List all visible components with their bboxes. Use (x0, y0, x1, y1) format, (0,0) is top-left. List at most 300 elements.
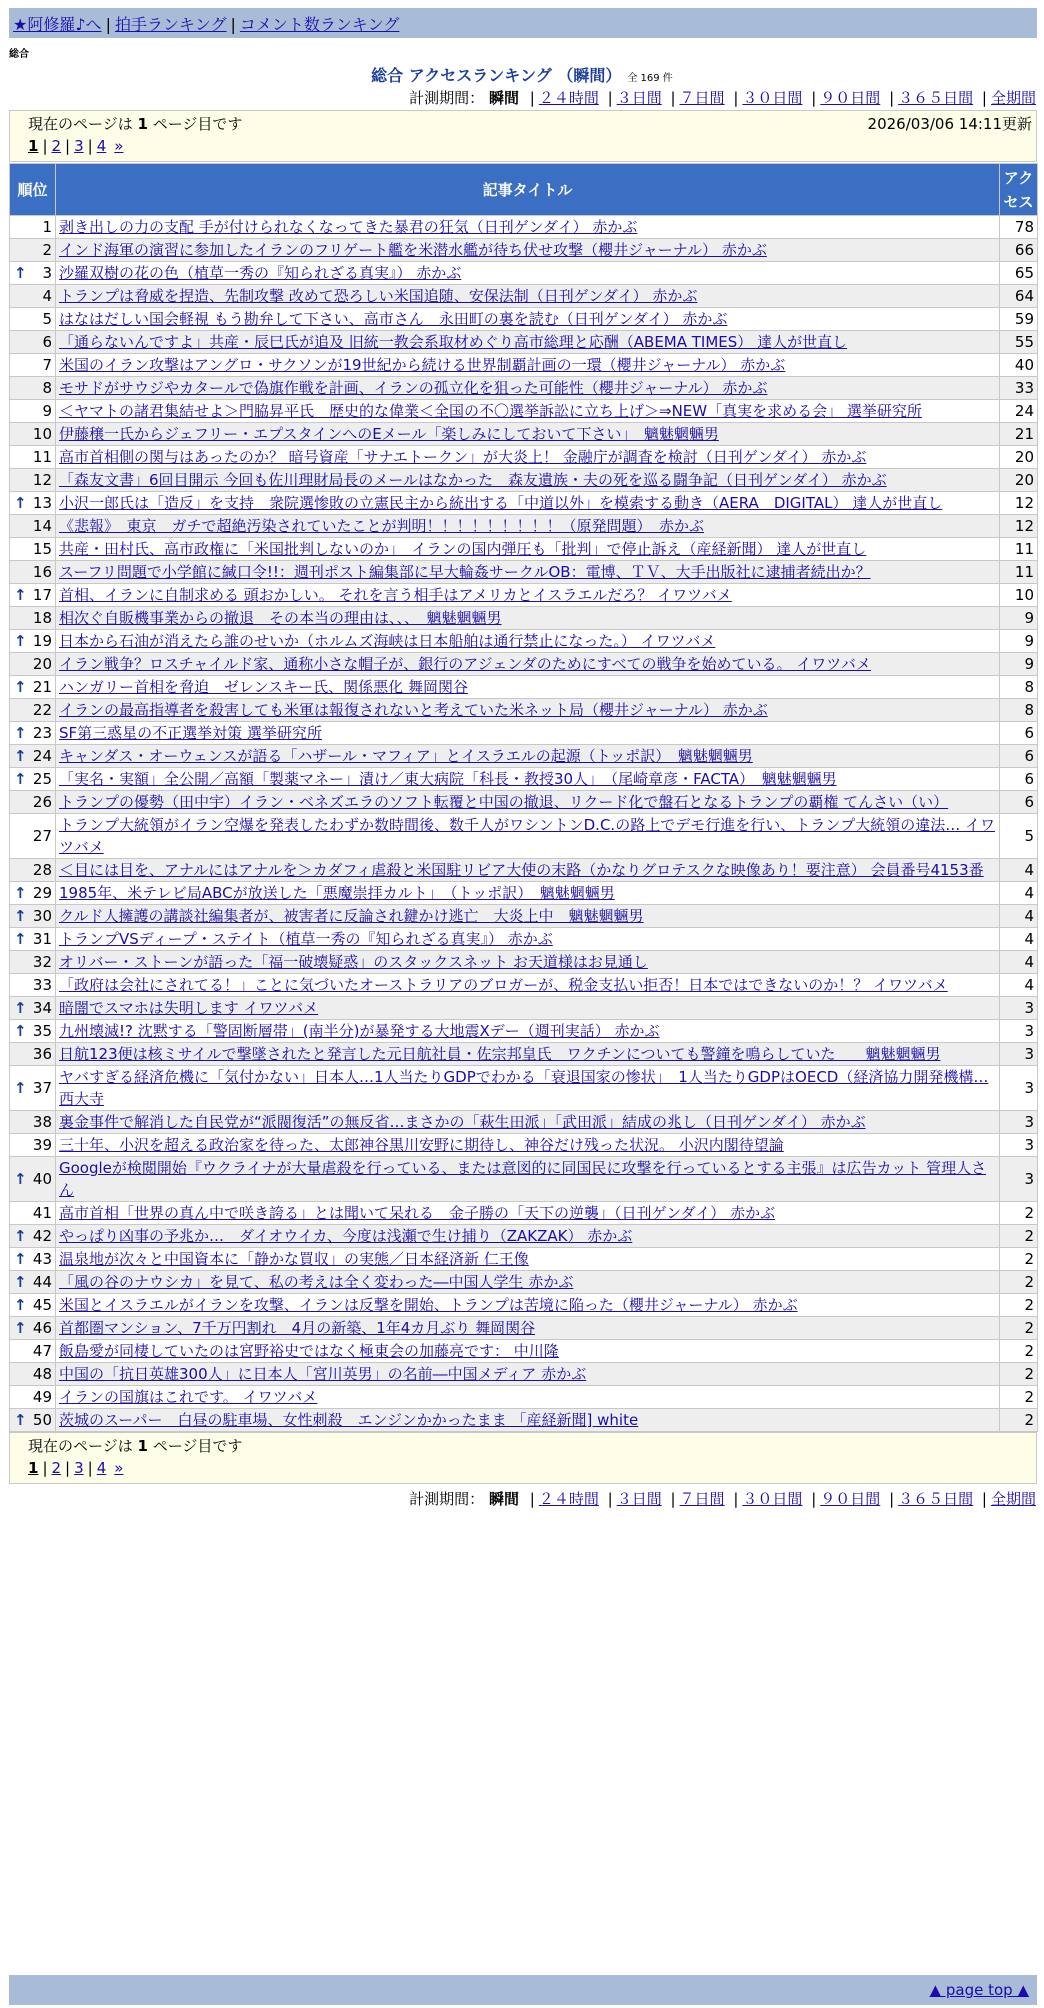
rank-cell (10, 423, 56, 446)
rank-cell (10, 400, 56, 423)
title-cell (56, 262, 1000, 285)
ranking-table (9, 163, 1038, 1432)
rank-cell (10, 1386, 56, 1409)
title-cell (56, 423, 1000, 446)
period-current: 瞬間 (488, 89, 519, 107)
table-row (10, 882, 1038, 905)
rank-number: 12 (32, 471, 52, 489)
header-access: アクセス (1000, 164, 1038, 216)
rank-number: 20 (32, 655, 52, 673)
rank-number: 44 (32, 1273, 52, 1291)
article-link[interactable]: トランプVSディープ・ステイト（植草一秀の『知られざる真実』） 赤かぶ (59, 930, 553, 948)
access-count: 40 (1000, 354, 1038, 377)
article-link[interactable]: 三十年、小沢を超える政治家を待った、太郎神谷黒川安野に期待し、神谷だけ残った状況。 小沢内閣待望論 (59, 1136, 784, 1154)
rank-cell (10, 1409, 56, 1432)
table-row (10, 1043, 1038, 1066)
rank-number: 3 (42, 264, 52, 282)
rank-cell (10, 561, 56, 584)
access-count: 4 (1000, 951, 1038, 974)
rank-number: 9 (42, 402, 52, 420)
title-cell (56, 492, 1000, 515)
title-cell (56, 515, 1000, 538)
title-cell (56, 561, 1000, 584)
page-info-num: 1 (137, 115, 148, 133)
article-link[interactable]: ＜ヤマトの諸君集結せよ＞門脇昇平氏 歴史的な偉業＜全国の不〇選挙訴訟に立ち上げ＞⇒NEW「真実を求める会」 選挙研究所 (59, 402, 922, 420)
table-row (10, 699, 1038, 722)
rank-number: 49 (32, 1388, 52, 1406)
pagination-links-bottom: 1 | 2 | 3 | 4 » (28, 1459, 124, 1477)
title-cell (56, 722, 1000, 745)
article-link[interactable]: SF第三惑星の不正選挙対策 選挙研究所 (59, 724, 322, 742)
access-count: 12 (1000, 515, 1038, 538)
access-count: 66 (1000, 239, 1038, 262)
updated-timestamp: 2026/03/06 14:11更新 (867, 115, 1032, 133)
access-count: 4 (1000, 974, 1038, 997)
table-row (10, 1157, 1038, 1202)
table-row (10, 928, 1038, 951)
table-row (10, 1340, 1038, 1363)
rank-up-arrow-icon: ↑ (14, 884, 27, 902)
access-count: 11 (1000, 561, 1038, 584)
rank-cell (10, 630, 56, 653)
rank-number: 40 (32, 1170, 52, 1188)
rank-up-arrow-icon: ↑ (14, 1170, 27, 1188)
article-link[interactable]: スーフリ問題で小学館に緘口令!!：週刊ポスト編集部に早大輪姦サークルOB：電博、ＴＶ、大手出版社に逮捕者続出か？ (59, 563, 871, 581)
top-nav-link-comment-ranking[interactable]: コメント数ランキング (239, 15, 400, 34)
page-link-4-bottom[interactable]: 4 (96, 1459, 107, 1477)
article-link[interactable]: 「通らないんですよ」共産・辰巳氏が追及 旧統一教会系取材めぐり高市総理と応酬（ABEMA TIMES） 達人が世直し (59, 333, 848, 351)
page-top-link[interactable]: ▲ page top ▲ (929, 1981, 1029, 1999)
rank-number: 14 (32, 517, 52, 535)
article-link[interactable]: ヤバすぎる経済危機に「気付かない」日本人…1人当たりGDPでわかる「衰退国家の惨状」 1人当たりGDPはOECD（経済協力開発機構… 西大寺 (59, 1068, 989, 1108)
article-link[interactable]: Googleが検閲開始『ウクライナが大量虐殺を行っている、または意図的に同国民に攻撃を行っているとする主張』は広告カット 管理人さん (59, 1159, 987, 1199)
article-link[interactable]: イランの最高指導者を殺害しても米軍は報復されないと考えていた米ネット局（櫻井ジャーナル） 赤かぶ (59, 701, 768, 719)
article-link[interactable]: はなはだしい国会軽視 もう勘弁して下さい、高市さん 永田町の裏を読む（日刊ゲンダイ） 赤かぶ (59, 310, 728, 328)
article-link[interactable]: クルド人擁護の講談社編集者が、被害者に反論され鍵かけ逃亡 大炎上中 魑魅魍魎男 (59, 907, 644, 925)
article-link[interactable]: 温泉地が次々と中国資本に「静かな買収」の実態／日本経済新 仁王像 (59, 1250, 529, 1268)
article-link[interactable]: 「風の谷のナウシカ」を見て、私の考えは全く変わった―中国人学生 赤かぶ (59, 1273, 574, 1291)
article-link[interactable]: トランプ大統領がイラン空爆を発表したわずか数時間後、数千人がワシントンD.C.の路上でデモ行進を行い、トランプ大統領の違法… イワツバメ (59, 816, 995, 856)
page-link-current-bottom: 1 (28, 1459, 39, 1477)
article-link[interactable]: 中国の「抗日英雄300人」に日本人「宮川英男」の名前―中国メディア 赤かぶ (59, 1365, 587, 1383)
table-row (10, 492, 1038, 515)
period-link-24h-bottom[interactable]: ２４時間 (538, 1490, 599, 1508)
title-cell (56, 308, 1000, 331)
access-count: 9 (1000, 607, 1038, 630)
period-link-3d-bottom[interactable]: ３日間 (616, 1490, 662, 1508)
top-nav-link-applause-ranking[interactable]: 拍手ランキング (114, 15, 227, 34)
article-link[interactable]: イランの国旗はこれです。 イワツバメ (59, 1388, 318, 1406)
rank-number: 13 (32, 494, 52, 512)
rank-number: 6 (42, 333, 52, 351)
total-count: 全 169 件 (627, 73, 673, 84)
article-link[interactable]: 首都圏マンション、7千万円割れ 4月の新築、1年4カ月ぶり 舞岡関谷 (59, 1319, 536, 1337)
access-count: 55 (1000, 331, 1038, 354)
page-title (0, 63, 1044, 86)
rank-number: 42 (32, 1227, 52, 1245)
table-row (10, 1409, 1038, 1432)
rank-number: 39 (32, 1136, 52, 1154)
rank-cell (10, 722, 56, 745)
rank-cell (10, 653, 56, 676)
table-row (10, 768, 1038, 791)
rank-up-arrow-icon: ↑ (14, 264, 27, 282)
rank-cell (10, 1066, 56, 1111)
rank-cell (10, 1340, 56, 1363)
title-cell (56, 584, 1000, 607)
rank-cell (10, 515, 56, 538)
table-row (10, 676, 1038, 699)
title-cell (56, 446, 1000, 469)
period-link-30d-bottom[interactable]: ３０日間 (742, 1490, 803, 1508)
access-count: 20 (1000, 469, 1038, 492)
article-link[interactable]: 小沢一郎氏は「造反」を支持 衆院選惨敗の立憲民主から統出する「中道以外」を模索する動き（AERA DIGITAL） 達人が世直し (59, 494, 943, 512)
article-link[interactable]: 「実名・実額」全公開／高額「製薬マネー」漬け／東大病院「科長・教授30人」 （尾崎章彦・FACTA） 魑魅魍魎男 (59, 770, 837, 788)
title-cell (56, 768, 1000, 791)
table-row (10, 1020, 1038, 1043)
access-count: 3 (1000, 1134, 1038, 1157)
title-cell (56, 859, 1000, 882)
title-cell (56, 331, 1000, 354)
rank-cell (10, 308, 56, 331)
rank-cell (10, 951, 56, 974)
period-link-7d-bottom[interactable]: ７日間 (679, 1490, 725, 1508)
bottom-bar (9, 1975, 1037, 2005)
article-link[interactable]: 飯島愛が同棲していたのは宮野裕史ではなく極東会の加藤亮です： 中川隆 (59, 1342, 559, 1360)
title-cell (56, 928, 1000, 951)
title-cell (56, 1134, 1000, 1157)
rank-number: 48 (32, 1365, 52, 1383)
pagination-box-bottom (9, 1432, 1037, 1484)
access-count: 4 (1000, 859, 1038, 882)
period-link-365d[interactable]: ３６５日間 (898, 89, 974, 107)
table-row (10, 974, 1038, 997)
access-count: 65 (1000, 262, 1038, 285)
article-link[interactable]: 1985年、米テレビ局ABCが放送した「悪魔崇拝カルト」 （トッポ訳） 魑魅魍魎男 (59, 884, 615, 902)
article-link[interactable]: 米国のイラン攻撃はアングロ・サクソンが19世紀から続ける世界制覇計画の一環（櫻井ジャーナル） 赤かぶ (59, 356, 786, 374)
rank-cell (10, 1294, 56, 1317)
title-cell (56, 745, 1000, 768)
rank-number: 28 (32, 861, 52, 879)
table-row (10, 423, 1038, 446)
article-link[interactable]: 首相、イランに自制求める 頭おかしい。 それを言う相手はアメリカとイスラエルだろ？ イワツバメ (59, 586, 732, 604)
rank-number: 37 (32, 1079, 52, 1097)
rank-cell (10, 768, 56, 791)
title-cell (56, 997, 1000, 1020)
article-link[interactable]: 相次ぐ自販機事業からの撤退 その本当の理由は、、、 魑魅魍魎男 (59, 609, 502, 627)
table-row (10, 446, 1038, 469)
title-cell (56, 1363, 1000, 1386)
article-link[interactable]: 高市首相「世界の真ん中で咲き誇る」とは聞いて呆れる 金子勝の「天下の逆襲」（日刊ゲンダイ） 赤かぶ (59, 1204, 776, 1222)
page-link-next[interactable]: » (114, 137, 124, 155)
rank-number: 32 (32, 953, 52, 971)
title-cell (56, 1066, 1000, 1111)
rank-cell (10, 469, 56, 492)
rank-cell (10, 1363, 56, 1386)
access-count: 11 (1000, 538, 1038, 561)
category-label: 総合 (9, 49, 29, 60)
rank-up-arrow-icon: ↑ (14, 632, 27, 650)
article-link[interactable]: 沙羅双樹の花の色（植草一秀の『知られざる真実』） 赤かぶ (59, 264, 462, 282)
period-link-all-bottom[interactable]: 全期間 (990, 1490, 1036, 1508)
page-link-2-bottom[interactable]: 2 (51, 1459, 62, 1477)
article-link[interactable]: イラン戦争？ロスチャイルド家、通称小さな帽子が、銀行のアジェンダのためにすべての戦争を始めている。 イワツバメ (59, 655, 871, 673)
period-link-all[interactable]: 全期間 (990, 89, 1036, 107)
access-count: 78 (1000, 216, 1038, 239)
period-link-24h[interactable]: ２４時間 (538, 89, 599, 107)
access-count: 4 (1000, 928, 1038, 951)
page-link-3[interactable]: 3 (74, 137, 84, 155)
title-cell (56, 285, 1000, 308)
rank-number: 34 (32, 999, 52, 1017)
rank-cell (10, 859, 56, 882)
rank-number: 1 (42, 218, 52, 236)
article-link[interactable]: 茨城のスーパー 白昼の駐車場、女性刺殺 エンジンかかったまま 「産経新聞] white (59, 1411, 639, 1429)
article-link[interactable]: ＜目には目を、アナルにはアナルを＞カダフィ虐殺と米国駐リビア大使の末路（かなりグロテスクな映像あり！要注意） 会員番号4153番 (59, 861, 984, 879)
title-cell (56, 538, 1000, 561)
rank-up-arrow-icon: ↑ (14, 494, 27, 512)
period-link-365d-bottom[interactable]: ３６５日間 (898, 1490, 974, 1508)
rank-number: 22 (32, 701, 52, 719)
access-count: 20 (1000, 446, 1038, 469)
table-row (10, 722, 1038, 745)
rank-cell (10, 1248, 56, 1271)
article-link[interactable]: トランプの優勢（田中宇）イラン・ベネズエラのソフト転覆と中国の撤退、リクード化で盤石となるトランプの覇権 てんさい（い） (59, 793, 949, 811)
article-link[interactable]: 日本から石油が消えたら誰のせいか（ホルムズ海峡は日本船舶は通行禁止になった。） イワツバメ (59, 632, 716, 650)
article-link[interactable]: 剥き出しの力の支配 手が付けられなくなってきた暴君の狂気（日刊ゲンダイ） 赤かぶ (59, 218, 638, 236)
access-count: 8 (1000, 699, 1038, 722)
rank-up-arrow-icon: ↑ (14, 1273, 27, 1291)
rank-up-arrow-icon: ↑ (14, 724, 27, 742)
rank-up-arrow-icon: ↑ (14, 1227, 27, 1245)
rank-number: 29 (32, 884, 52, 902)
page-link-next-bottom[interactable]: » (114, 1459, 124, 1477)
period-link-3d[interactable]: ３日間 (616, 89, 662, 107)
rank-cell (10, 216, 56, 239)
table-row (10, 400, 1038, 423)
table-row (10, 262, 1038, 285)
rank-up-arrow-icon: ↑ (14, 586, 27, 604)
article-link[interactable]: 《悲報》 東京 ガチで超絶汚染されていたことが判明！！！！！！！！！（原発問題） 赤かぶ (59, 517, 705, 535)
rank-number: 15 (32, 540, 52, 558)
article-link[interactable]: 「政府は会社にされてる！」ことに気づいたオーストラリアのブロガーが、税金支払い拒否！日本ではできないのか！？ イワツバメ (59, 976, 948, 994)
title-cell (56, 1409, 1000, 1432)
table-row (10, 997, 1038, 1020)
period-link-90d-bottom[interactable]: ９０日間 (820, 1490, 881, 1508)
title-cell (56, 1340, 1000, 1363)
page-info-text: 現在のページは (28, 115, 133, 133)
access-count: 4 (1000, 905, 1038, 928)
table-row (10, 630, 1038, 653)
title-cell (56, 1225, 1000, 1248)
rank-number: 10 (32, 425, 52, 443)
header-rank: 順位 (10, 164, 56, 216)
top-nav-link-asyura[interactable]: ★阿修羅♪へ (13, 15, 102, 34)
rank-up-arrow-icon: ↑ (14, 1296, 27, 1314)
table-row (10, 791, 1038, 814)
title-cell (56, 791, 1000, 814)
title-cell (56, 1020, 1000, 1043)
access-count: 12 (1000, 492, 1038, 515)
title-cell (56, 814, 1000, 859)
title-cell (56, 607, 1000, 630)
article-link[interactable]: 暗闇でスマホは失明します イワツバメ (59, 999, 319, 1017)
table-row (10, 354, 1038, 377)
article-link[interactable]: ハンガリー首相を脅迫 ゼレンスキー氏、関係悪化 舞岡関谷 (59, 678, 468, 696)
table-row (10, 859, 1038, 882)
title-cell (56, 974, 1000, 997)
rank-cell (10, 676, 56, 699)
rank-cell (10, 699, 56, 722)
table-row (10, 905, 1038, 928)
rank-up-arrow-icon: ↑ (14, 747, 27, 765)
rank-number: 16 (32, 563, 52, 581)
article-link[interactable]: 伊藤穣一氏からジェフリー・エプスタインへのEメール「楽しみにしておいて下さい」 魑魅魍魎男 (59, 425, 719, 443)
rank-cell (10, 814, 56, 859)
title-cell (56, 1157, 1000, 1202)
access-count: 3 (1000, 1043, 1038, 1066)
title-cell (56, 1202, 1000, 1225)
table-row (10, 607, 1038, 630)
table-row (10, 951, 1038, 974)
top-navigation: ★阿修羅♪へ | 拍手ランキング | コメント数ランキング (9, 8, 1037, 38)
period-label-bottom: 計測期間： (409, 1490, 485, 1508)
rank-number: 5 (42, 310, 52, 328)
access-count: 2 (1000, 1202, 1038, 1225)
rank-up-arrow-icon: ↑ (14, 1319, 27, 1337)
article-link[interactable]: モサドがサウジやカタールで偽旗作戦を計画、イランの孤立化を狙った可能性（櫻井ジャーナル） 赤かぶ (59, 379, 768, 397)
rank-cell (10, 1020, 56, 1043)
period-selector-top: 計測期間： 瞬間 | ２４時間 | ３日間 | ７日間 | ３０日間 | ９０日間 | ３６５日間 | 全期間 (409, 89, 1036, 107)
table-row (10, 469, 1038, 492)
access-count: 3 (1000, 1020, 1038, 1043)
article-link[interactable]: 日航123便は核ミサイルで撃墜されたと発言した元日航社員・佐宗邦皇氏 ワクチンについても警鐘を鳴らしていた 魑魅魍魎男 (59, 1045, 941, 1063)
page-link-4[interactable]: 4 (96, 137, 107, 155)
rank-up-arrow-icon: ↑ (14, 1250, 27, 1268)
rank-cell (10, 538, 56, 561)
access-count: 21 (1000, 423, 1038, 446)
rank-number: 43 (32, 1250, 52, 1268)
article-link[interactable]: 裏金事件で解消した自民党が“派閥復活”の無反省…まさかの「萩生田派」「武田派」結成の兆し（日刊ゲンダイ） 赤かぶ (59, 1113, 866, 1131)
rank-number: 25 (32, 770, 52, 788)
access-count: 64 (1000, 285, 1038, 308)
rank-up-arrow-icon: ↑ (14, 678, 27, 696)
access-count: 6 (1000, 791, 1038, 814)
rank-cell (10, 446, 56, 469)
article-link[interactable]: 「森友文書」6回目開示 今回も佐川理財局長のメールはなかった 森友遺族・夫の死を巡る闘争記（日刊ゲンダイ） 赤かぶ (59, 471, 887, 489)
article-link[interactable]: 高市首相側の関与はあったのか？ 暗号資産「サナエトークン」が大炎上！ 金融庁が調査を検討（日刊ゲンダイ） 赤かぶ (59, 448, 867, 466)
article-link[interactable]: 九州壊滅!? 沈黙する「警固断層帯」(南半分)が暴発する大地震Xデー（週刊実話） 赤かぶ (59, 1022, 660, 1040)
rank-number: 27 (32, 827, 52, 845)
page-info-text-bottom: 現在のページは (28, 1437, 133, 1455)
page-title-text: 総合 アクセスランキング （瞬間） (371, 66, 622, 85)
table-row (10, 1202, 1038, 1225)
title-cell (56, 1271, 1000, 1294)
article-link[interactable]: トランプは脅威を捏造、先制攻撃 改めて恐ろしい米国追随、安保法制（日刊ゲンダイ） 赤かぶ (59, 287, 698, 305)
rank-number: 7 (42, 356, 52, 374)
access-count: 2 (1000, 1248, 1038, 1271)
rank-number: 33 (32, 976, 52, 994)
rank-cell (10, 928, 56, 951)
rank-number: 38 (32, 1113, 52, 1131)
table-row (10, 1363, 1038, 1386)
title-cell (56, 1111, 1000, 1134)
access-count: 10 (1000, 584, 1038, 607)
rank-number: 4 (42, 287, 52, 305)
access-count: 2 (1000, 1340, 1038, 1363)
period-link-30d[interactable]: ３０日間 (742, 89, 803, 107)
rank-number: 21 (32, 678, 52, 696)
title-cell (56, 377, 1000, 400)
article-link[interactable]: 共産・田村氏、高市政権に「米国批判しないのか」 イランの国内弾圧も「批判」で停止訴え（産経新聞） 達人が世直し (59, 540, 867, 558)
title-cell (56, 239, 1000, 262)
rank-number: 17 (32, 586, 52, 604)
period-link-7d[interactable]: ７日間 (679, 89, 725, 107)
table-row (10, 538, 1038, 561)
rank-cell (10, 1317, 56, 1340)
table-row (10, 1225, 1038, 1248)
page-info-num-bottom: 1 (137, 1437, 148, 1455)
rank-cell (10, 1157, 56, 1202)
rank-cell (10, 1271, 56, 1294)
rank-number: 30 (32, 907, 52, 925)
title-cell (56, 653, 1000, 676)
period-link-90d[interactable]: ９０日間 (820, 89, 881, 107)
table-row (10, 745, 1038, 768)
rank-number: 26 (32, 793, 52, 811)
rank-number: 19 (32, 632, 52, 650)
article-link[interactable]: やっぱり凶事の予兆か… ダイオウイカ、今度は浅瀬で生け捕り（ZAKZAK） 赤かぶ (59, 1227, 633, 1245)
page-link-3-bottom[interactable]: 3 (74, 1459, 84, 1477)
rank-cell (10, 262, 56, 285)
title-cell (56, 1386, 1000, 1409)
rank-cell (10, 882, 56, 905)
rank-cell (10, 239, 56, 262)
rank-cell (10, 331, 56, 354)
access-count: 9 (1000, 630, 1038, 653)
access-count: 3 (1000, 1066, 1038, 1111)
rank-number: 11 (32, 448, 52, 466)
table-row (10, 1294, 1038, 1317)
table-row (10, 814, 1038, 859)
title-cell (56, 905, 1000, 928)
article-link[interactable]: 米国とイスラエルがイランを攻撃、イランは反撃を開始、トランプは苦境に陥った（櫻井ジャーナル） 赤かぶ (59, 1296, 798, 1314)
rank-cell (10, 584, 56, 607)
title-cell (56, 1043, 1000, 1066)
rank-number: 31 (32, 930, 52, 948)
rank-cell (10, 905, 56, 928)
table-row (10, 1386, 1038, 1409)
period-current-bottom: 瞬間 (488, 1490, 519, 1508)
rank-number: 35 (32, 1022, 52, 1040)
rank-number: 2 (42, 241, 52, 259)
article-link[interactable]: インド海軍の演習に参加したイランのフリゲート艦を米潜水艦が待ち伏せ攻撃（櫻井ジャーナル） 赤かぶ (59, 241, 767, 259)
rank-cell (10, 791, 56, 814)
rank-cell (10, 997, 56, 1020)
header-title: 記事タイトル (56, 164, 1000, 216)
title-cell (56, 882, 1000, 905)
table-row (10, 1066, 1038, 1111)
access-count: 2 (1000, 1363, 1038, 1386)
pagination-box-top (9, 110, 1037, 162)
access-count: 6 (1000, 768, 1038, 791)
rank-cell (10, 492, 56, 515)
article-link[interactable]: オリバー・ストーンが語った「福一破壊疑惑」のスタックスネット お天道様はお見通し (59, 953, 648, 971)
article-link[interactable]: キャンダス・オーウェンスが語る「ハザール・マフィア」とイスラエルの起源（トッポ訳） 魑魅魍魎男 (59, 747, 753, 765)
table-row (10, 285, 1038, 308)
page-link-2[interactable]: 2 (51, 137, 62, 155)
rank-cell (10, 607, 56, 630)
